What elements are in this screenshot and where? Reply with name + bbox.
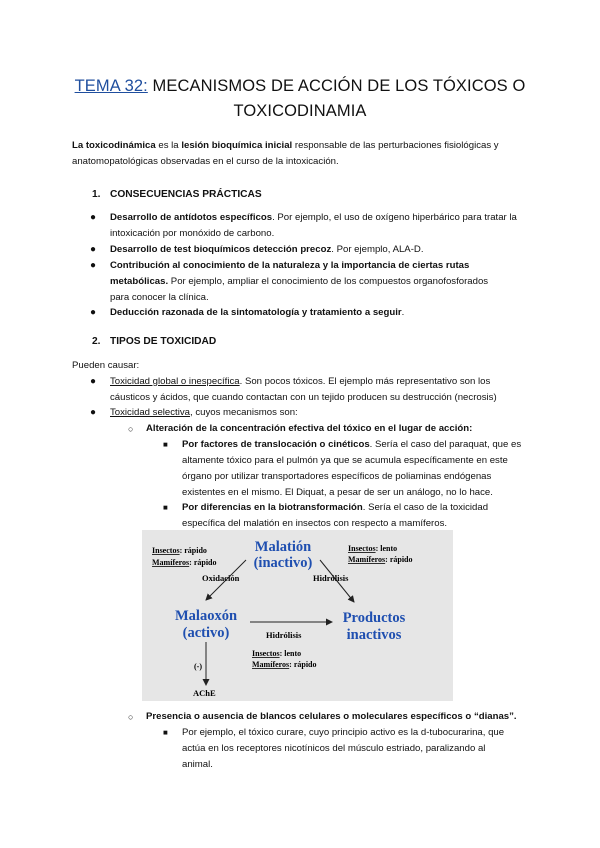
hidrolisis-top-label: Hidrólisis [313,573,349,583]
malation-metabolism-diagram [142,530,453,701]
biotrans-bold: Por diferencias en la biotransformación [182,502,363,513]
bullet-icon: ● [90,244,97,255]
global-rest: . Son pocos tóxicos. El ejemplo más representativo son los [239,376,491,387]
title-line1: MECANISMOS DE ACCIÓN DE LOS TÓXICOS O [152,77,526,95]
list-item [90,305,550,321]
item-rest2: Por ejemplo, ampliar el conocimiento de los compuestos organofosforados [168,276,489,287]
list-item [163,437,552,501]
alteracion-text: Alteración de la concentración efectiva del tóxico en el lugar de acción: [146,423,473,434]
bullet-icon: ● [90,376,97,387]
list-item [163,725,552,773]
activo-label: (activo) [182,625,230,641]
factores-line3: órgano por utilizar transportadores específicos de poliaminas endógenas [182,471,492,482]
list-item [90,258,550,306]
curare-line2: actúa en los receptores nicotínicos del músculo estriado, paralizando al [182,743,486,754]
factores-bold: Por factores de translocación o cinéticos [182,439,370,450]
item-rest: . Por ejemplo, el uso de oxígeno hiperbárico para tratar la [272,212,517,223]
factores-line4: existentes en el mismo. El Diquat, a pesar de ser un análogo, no lo hace. [182,487,493,498]
page-title [60,74,540,124]
title-label: TEMA 32: [74,77,148,95]
item-bold: Desarrollo de test bioquímicos detección precoz [110,244,332,255]
bullet-icon: ● [90,212,97,223]
circle-bullet-icon: ○ [128,712,134,722]
square-bullet-icon: ■ [163,503,168,512]
section2-title: TIPOS DE TOXICIDAD [110,336,217,347]
list-item [128,421,566,437]
global-label: Toxicidad global o inespecífica [110,376,240,387]
item-line2: intoxicación por monóxido de carbono. [110,228,275,239]
list-item [90,374,550,406]
title-line2: TOXICODINAMIA [233,102,367,120]
item-bold: Desarrollo de antídotos específicos [110,212,273,223]
bullet-icon: ● [90,407,97,418]
mamiferos-b: Mamíferos: rápido [252,660,317,669]
section1-heading [92,189,262,200]
bullet-icon: ● [90,307,97,318]
intro-bold: lesión bioquímica inicial [181,140,293,151]
intro-line2: anatomopatológicas observadas en el curso de la intoxicación. [72,156,339,167]
factores-rest: . Sería el caso del paraquat, que es [369,439,522,450]
presencia-text: Presencia o ausencia de blancos celulares o moleculares específicos o “dianas”. [146,711,517,722]
intro-paragraph [72,138,542,170]
item-rest: . [401,307,405,318]
inactivo-label: (inactivo) [253,555,313,571]
bullet-icon: ● [90,260,97,271]
section2-num: 2. [92,336,101,347]
factores-line2: altamente tóxico para el pulmón ya que se acumula específicamente en este [182,455,508,466]
item-bold: Deducción razonada de la sintomatología y tratamiento a seguir [110,307,402,318]
intro-rest: responsable de las perturbaciones fisiológicas y [292,140,499,151]
mamiferos-tr: Mamíferos: rápido [348,555,413,564]
item-bold2: metabólicas. [110,276,169,287]
item-rest: . Por ejemplo, ALA-D. [331,244,424,255]
productos-label: Productos [342,610,406,626]
section1-num: 1. [92,189,101,200]
insectos-b: Insectos: lento [252,649,302,658]
section2-heading [92,336,216,347]
malaoxon-label: Malaoxón [174,608,238,624]
mamiferos-tl: Mamíferos: rápido [152,558,217,567]
section2-lead: Pueden causar: [72,360,140,371]
minus-label: (-) [194,662,202,671]
list-item [90,242,550,258]
global-line2: cáusticos y ácidos, que cuando contactan con un tejido producen su destrucción (necrosis) [110,392,497,403]
list-item [90,405,550,421]
list-item [90,210,550,242]
inactivos-label: inactivos [346,627,402,643]
list-item [128,709,566,725]
list-item [163,500,552,532]
section1-title: CONSECUENCIAS PRÁCTICAS [110,189,262,200]
selective-rest: , cuyos mecanismos son: [190,407,298,418]
insectos-tl: Insectos: rápido [152,546,207,555]
curare-line3: animal. [182,759,213,770]
insectos-tr: Insectos: lento [348,544,398,553]
intro-mid: es la [155,140,182,151]
ache-label: AChE [193,688,216,698]
diagram-svg [142,530,453,701]
item-line3: para conocer la clínica. [110,292,209,303]
square-bullet-icon: ■ [163,440,168,449]
oxidacion-label: Oxidación [202,573,240,583]
square-bullet-icon: ■ [163,728,168,737]
biotrans-rest: . Sería el caso de la toxicidad [362,502,489,513]
hidrolisis-mid-label: Hidrólisis [266,630,302,640]
selective-label: Toxicidad selectiva [110,407,190,418]
intro-term: La toxicodinámica [72,140,156,151]
curare-line1: Por ejemplo, el tóxico curare, cuyo principio activo es la d-tubocurarina, que [182,727,505,738]
item-bold: Contribución al conocimiento de la naturaleza y la importancia de ciertas rutas [110,260,470,271]
biotrans-line2: específica del malatión en insectos con respecto a mamíferos. [182,518,448,529]
circle-bullet-icon: ○ [128,424,134,434]
malation-label: Malatión [254,539,312,555]
